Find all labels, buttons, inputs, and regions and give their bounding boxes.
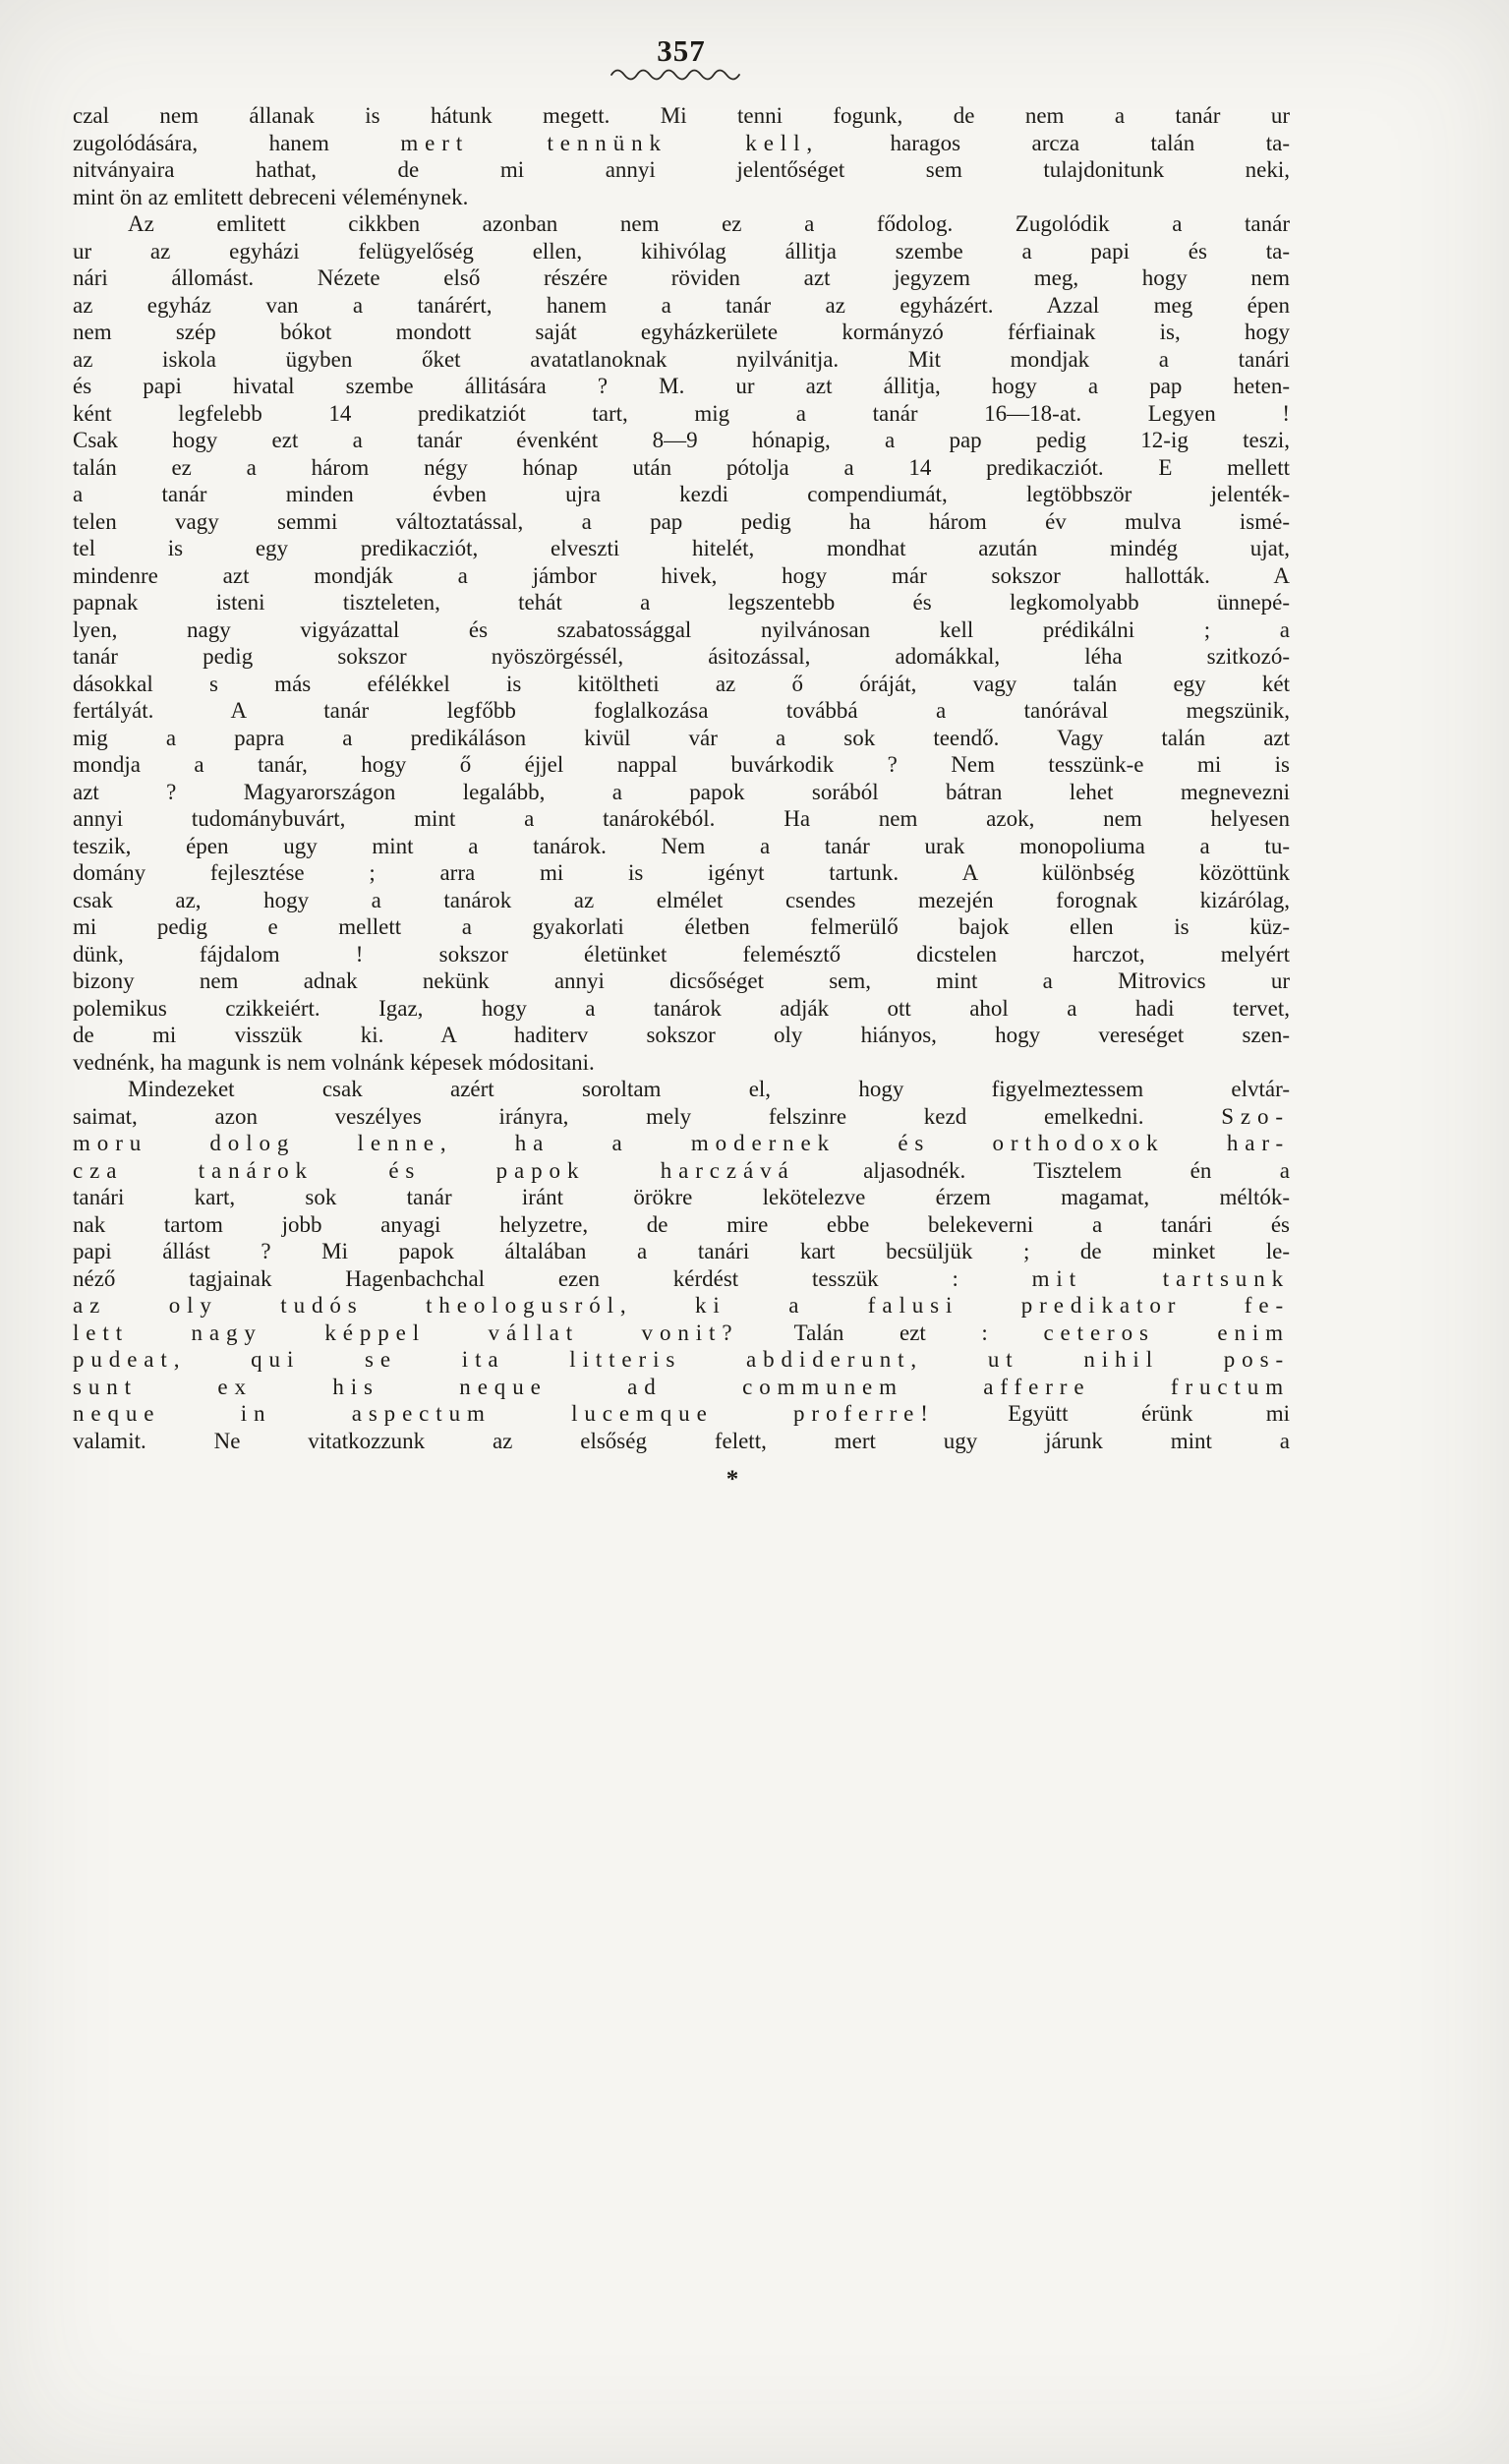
letterspaced-emphasis-text: mit tartsunk <box>1031 1265 1290 1291</box>
text-segment: Mindezeket csak azért soroltam el, hogy figyelmeztessem elvtár- <box>128 1077 1290 1101</box>
text-line <box>73 616 1290 644</box>
text-line <box>73 1346 1290 1374</box>
text-segment: az iskola ügyben őket avatatlanoknak nyilvánitja. Mit mondjak a tanári <box>73 346 1290 372</box>
text-segment: és papi hivatal szembe állitására ? M. ur azt állitja, hogy a pap heten- <box>73 374 1290 398</box>
text-line <box>73 1211 1290 1239</box>
text-line <box>73 292 1290 320</box>
text-segment: aljasodnék. Tisztelem én a <box>794 1157 1290 1183</box>
text-segment: tanár pedig sokszor nyöszörgéssél, ásitozással, adomákkal, léha szitkozó- <box>73 644 1290 669</box>
text-segment: Talán ezt : <box>738 1320 1044 1345</box>
text-line <box>73 562 1290 590</box>
text-line <box>73 671 1290 698</box>
letterspaced-emphasis-text: lett nagy képpel vállat vonit? <box>73 1320 739 1345</box>
text-line <box>73 941 1290 968</box>
text-segment: annyi tudománybuvárt, mint a tanárokéból. Ha nem azok, nem helyesen <box>73 806 1290 831</box>
text-segment: nak tartom jobb anyagi helyzetre, de mire ebbe belekeverni a tanári és <box>73 1211 1290 1237</box>
text-segment: mondja a tanár, hogy ő éjjel nappal buvárkodik ? Nem tesszünk-e mi is <box>73 752 1290 777</box>
text-segment: bizony nem adnak nekünk annyi dicsőséget sem, mint a Mitrovics ur <box>73 968 1290 993</box>
text-segment: papi állást ? Mi papok általában a tanári kart becsüljük ; de minket le- <box>73 1239 1290 1263</box>
text-line <box>73 454 1290 482</box>
text-segment: nitványaira hathat, de mi annyi jelentőséget sem tulajdonitunk neki, <box>73 157 1290 182</box>
text-segment: csak az, hogy a tanárok az elmélet csendes mezején forognak kizárólag, <box>73 887 1290 912</box>
text-line <box>73 238 1290 265</box>
text-segment: mi pedig e mellett a gyakorlati életben felmerülő bajok ellen is küz- <box>73 914 1290 939</box>
letterspaced-emphasis-text: mert tennünk kell, <box>400 130 820 155</box>
text-line <box>73 995 1290 1023</box>
text-segment: a tanár minden évben ujra kezdi compendiumát, legtöbbször jelenték- <box>73 482 1290 506</box>
text-line <box>73 643 1290 671</box>
text-line <box>73 373 1290 400</box>
text-segment: ur az egyházi felügyelőség ellen, kihivólag állitja szembe a papi és ta- <box>73 238 1290 264</box>
text-segment: azt ? Magyarországon legalább, a papok sorából bátran lehet megnevezni <box>73 779 1290 804</box>
letterspaced-emphasis-text: cza tanárok és papok harczává <box>73 1157 795 1183</box>
text-line <box>73 1292 1290 1320</box>
text-line <box>73 725 1290 752</box>
text-segment: vednénk, ha magunk is nem volnánk képesek módositani. <box>73 1049 595 1075</box>
text-line <box>73 887 1290 914</box>
letterspaced-emphasis-text: pudeat, qui se ita litteris abdiderunt, ut nihil pos- <box>73 1347 1290 1372</box>
text-line <box>73 1130 1290 1157</box>
text-line <box>73 400 1290 428</box>
text-segment: fertályát. A tanár legfőbb foglalkozása továbbá a tanórával megszünik, <box>73 698 1290 723</box>
text-line <box>73 859 1290 887</box>
text-line <box>73 1238 1290 1265</box>
text-line <box>73 319 1290 346</box>
text-line <box>73 913 1290 941</box>
text-line <box>73 779 1290 806</box>
text-line <box>73 1428 1290 1455</box>
text-line <box>73 481 1290 508</box>
text-segment: Csak hogy ezt a tanár évenként 8—9 hónapig, a pap pedig 12-ig teszi, <box>73 428 1290 452</box>
text-segment: dásokkal s más efélékkel is kitöltheti az ő óráját, vagy talán egy két <box>73 671 1290 696</box>
text-line <box>73 210 1290 238</box>
text-line <box>73 1103 1290 1131</box>
text-line <box>73 751 1290 779</box>
text-segment: nári állomást. Nézete első részére röviden azt jegyzem meg, hogy nem <box>73 265 1290 290</box>
text-line <box>73 1022 1290 1049</box>
text-segment: tel is egy predikacziót, elveszti hitelét, mondhat azután mindég ujat, <box>73 536 1290 560</box>
footnote-mark: * <box>725 1466 739 1493</box>
text-line <box>73 833 1290 860</box>
text-segment: teszik, épen ugy mint a tanárok. Nem a tanár urak monopoliuma a tu- <box>73 833 1290 858</box>
text-line <box>73 1265 1290 1293</box>
text-segment: papnak isteni tiszteleten, tehát a legszentebb és legkomolyabb ünnepé- <box>73 590 1290 615</box>
text-line <box>73 1157 1290 1185</box>
text-line <box>73 535 1290 562</box>
text-segment: tanári kart, sok tanár iránt örökre lekötelezve érzem magamat, méltók- <box>73 1185 1290 1209</box>
text-line <box>73 156 1290 184</box>
text-line <box>73 264 1290 292</box>
text-segment: talán ez a három négy hónap után pótolja a 14 predikacziót. E mellett <box>73 454 1290 480</box>
text-line <box>73 1049 1290 1077</box>
text-line <box>73 805 1290 833</box>
text-segment: de mi visszük ki. A haditerv sokszor oly hiányos, hogy vereséget szen- <box>73 1023 1290 1047</box>
text-segment: Együtt érünk mi <box>934 1401 1291 1426</box>
text-line <box>73 697 1290 725</box>
text-segment: mint ön az emlitett debreceni véleménynek. <box>73 184 469 209</box>
page-content <box>73 0 1290 1494</box>
text-line <box>73 1400 1290 1428</box>
letterspaced-emphasis-text: sunt ex his neque ad communem afferre fructum <box>73 1374 1290 1399</box>
text-segment: haragos arcza talán ta- <box>819 130 1290 155</box>
body-text <box>73 102 1290 1454</box>
text-line <box>73 1184 1290 1211</box>
letterspaced-emphasis-text: ceteros enim <box>1043 1320 1290 1345</box>
text-line <box>73 427 1290 454</box>
text-line <box>73 508 1290 536</box>
text-line <box>73 1374 1290 1401</box>
text-line <box>73 102 1290 130</box>
text-line <box>73 1076 1290 1103</box>
text-segment: domány fejlesztése ; arra mi is igényt tartunk. A különbség közöttünk <box>73 860 1290 885</box>
letterspaced-emphasis-text: neque in aspectum lucemque proferre! <box>73 1401 935 1426</box>
text-segment: lyen, nagy vigyázattal és szabatossággal nyilvánosan kell prédikálni ; a <box>73 616 1290 642</box>
text-segment: mig a papra a predikáláson kivül vár a sok teendő. Vagy talán azt <box>73 725 1290 750</box>
text-segment: dünk, fájdalom ! sokszor életünket felemésztő dicstelen harczot, melyért <box>73 941 1290 967</box>
text-segment: czal nem állanak is hátunk megett. Mi tenni fogunk, de nem a tanár ur <box>73 103 1290 128</box>
page-number: 357 <box>657 33 706 68</box>
letterspaced-emphasis-text: az oly tudós theologusról, ki a falusi predikator fe- <box>73 1293 1290 1318</box>
text-segment: Az emlitett cikkben azonban nem ez a fődolog. Zugolódik a tanár <box>128 211 1290 236</box>
text-line <box>73 346 1290 374</box>
text-segment: telen vagy semmi változtatással, a pap pedig ha három év mulva ismé- <box>73 508 1290 534</box>
text-segment: nem szép bókot mondott saját egyházkerülete kormányzó férfiainak is, hogy <box>73 320 1290 344</box>
text-segment: mindenre azt mondják a jámbor hivek, hogy már sokszor hallották. A <box>73 562 1290 588</box>
squiggle-ornament-icon <box>608 67 755 81</box>
text-line <box>73 184 1290 211</box>
text-line <box>73 130 1290 157</box>
letterspaced-emphasis-text: moru dolog lenne, ha a modernek és orthodoxok har- <box>73 1131 1290 1155</box>
text-segment: ként legfelebb 14 predikatziót tart, mig a tanár 16—18-at. Legyen ! <box>73 400 1290 426</box>
text-line <box>73 589 1290 616</box>
text-segment: polemikus czikkeiért. Igaz, hogy a tanárok adják ott ahol a hadi tervet, <box>73 995 1290 1021</box>
text-segment: saimat, azon veszélyes irányra, mely felszinre kezd emelkedni. <box>73 1103 1222 1129</box>
text-segment: néző tagjainak Hagenbachchal ezen kérdést tesszük : <box>73 1265 1032 1291</box>
letterspaced-emphasis-text: Szo- <box>1221 1103 1290 1129</box>
text-segment: zugolódására, hanem <box>73 130 401 155</box>
text-segment: az egyház van a tanárért, hanem a tanár az egyházért. Azzal meg épen <box>73 292 1290 318</box>
text-line <box>73 968 1290 995</box>
text-segment: valamit. Ne vitatkozzunk az elsőség felett, mert ugy járunk mint a <box>73 1428 1290 1453</box>
text-line <box>73 1320 1290 1347</box>
